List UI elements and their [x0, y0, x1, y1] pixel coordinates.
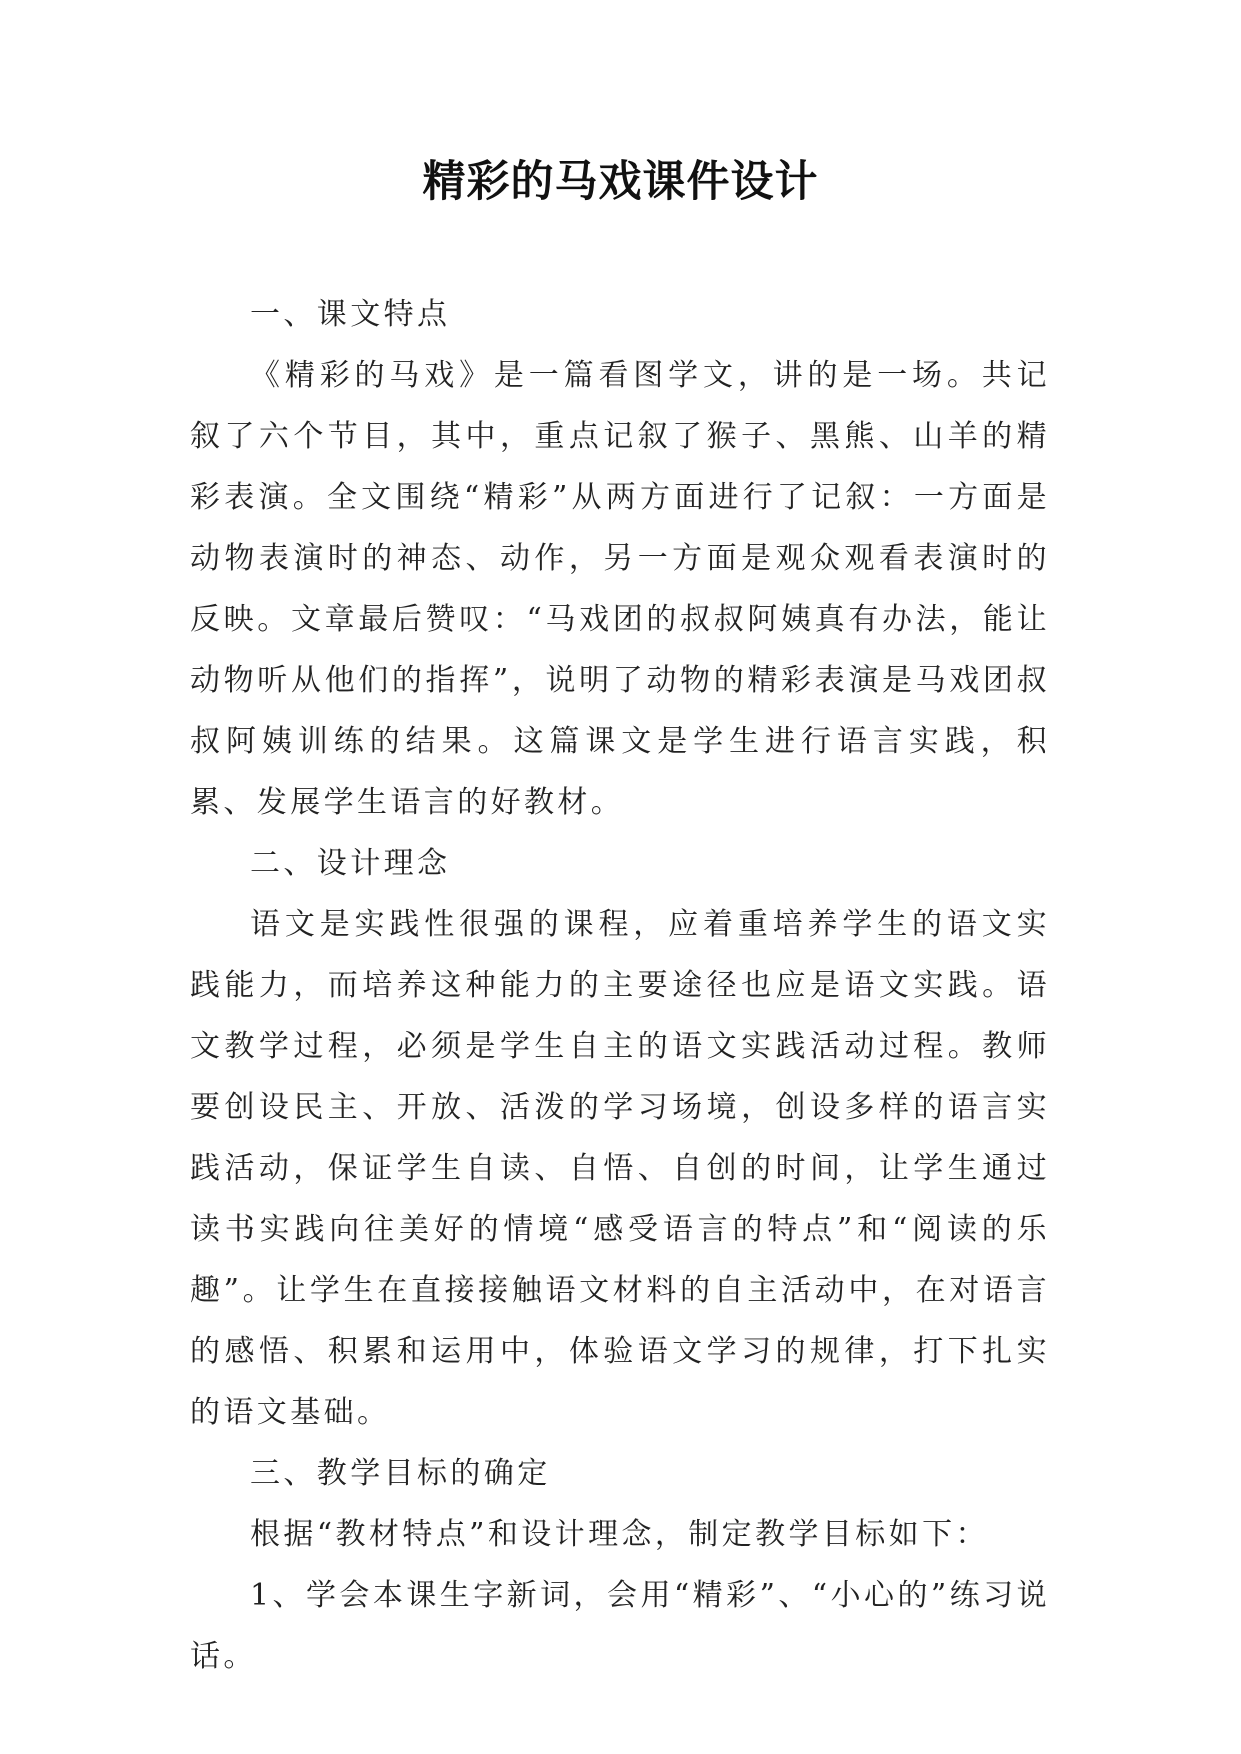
paragraph-features: 《精彩的马戏》是一篇看图学文，讲的是一场。共记叙了六个节目，其中，重点记叙了猴子、黑熊、山羊的精彩表演。全文围绕“精彩”从两方面进行了记叙：一方面是动物表演时的神态、动作，另一方面是观众观看表演时的反映。文章最后赞叹：“马戏团的叔叔阿姨真有办法，能让动物听从他们的指挥”，说明了动物的精彩表演是马戏团叔叔阿姨训练的结果。这篇课文是学生进行语言实践，积累、发展学生语言的好教材。 [190, 358, 1050, 820]
section-heading-features: 一、课文特点 [250, 297, 451, 332]
section-heading-design-concept: 二、设计理念 [250, 846, 451, 881]
document-body [190, 284, 1050, 1687]
paragraph-design-concept: 语文是实践性很强的课程，应着重培养学生的语文实践能力，而培养这种能力的主要途径也应是语文实践。语文教学过程，必须是学生自主的语文实践活动过程。教师要创设民主、开放、活泼的学习场境，创设多样的语言实践活动，保证学生自读、自悟、自创的时间，让学生通过读书实践向往美好的情境“感受语言的特点”和“阅读的乐趣”。让学生在直接接触语文材料的自主活动中，在对语言的感悟、积累和运用中，体验语文学习的规律，打下扎实的语文基础。 [190, 907, 1050, 1430]
paragraph-goal-1: 1、学会本课生字新词，会用“精彩”、“小心的”练习说话。 [190, 1578, 1050, 1674]
section-heading-teaching-goals: 三、教学目标的确定 [250, 1456, 551, 1491]
paragraph-goals-intro: 根据“教材特点”和设计理念，制定教学目标如下： [250, 1517, 989, 1552]
document-title: 精彩的马戏课件设计 [422, 157, 819, 207]
